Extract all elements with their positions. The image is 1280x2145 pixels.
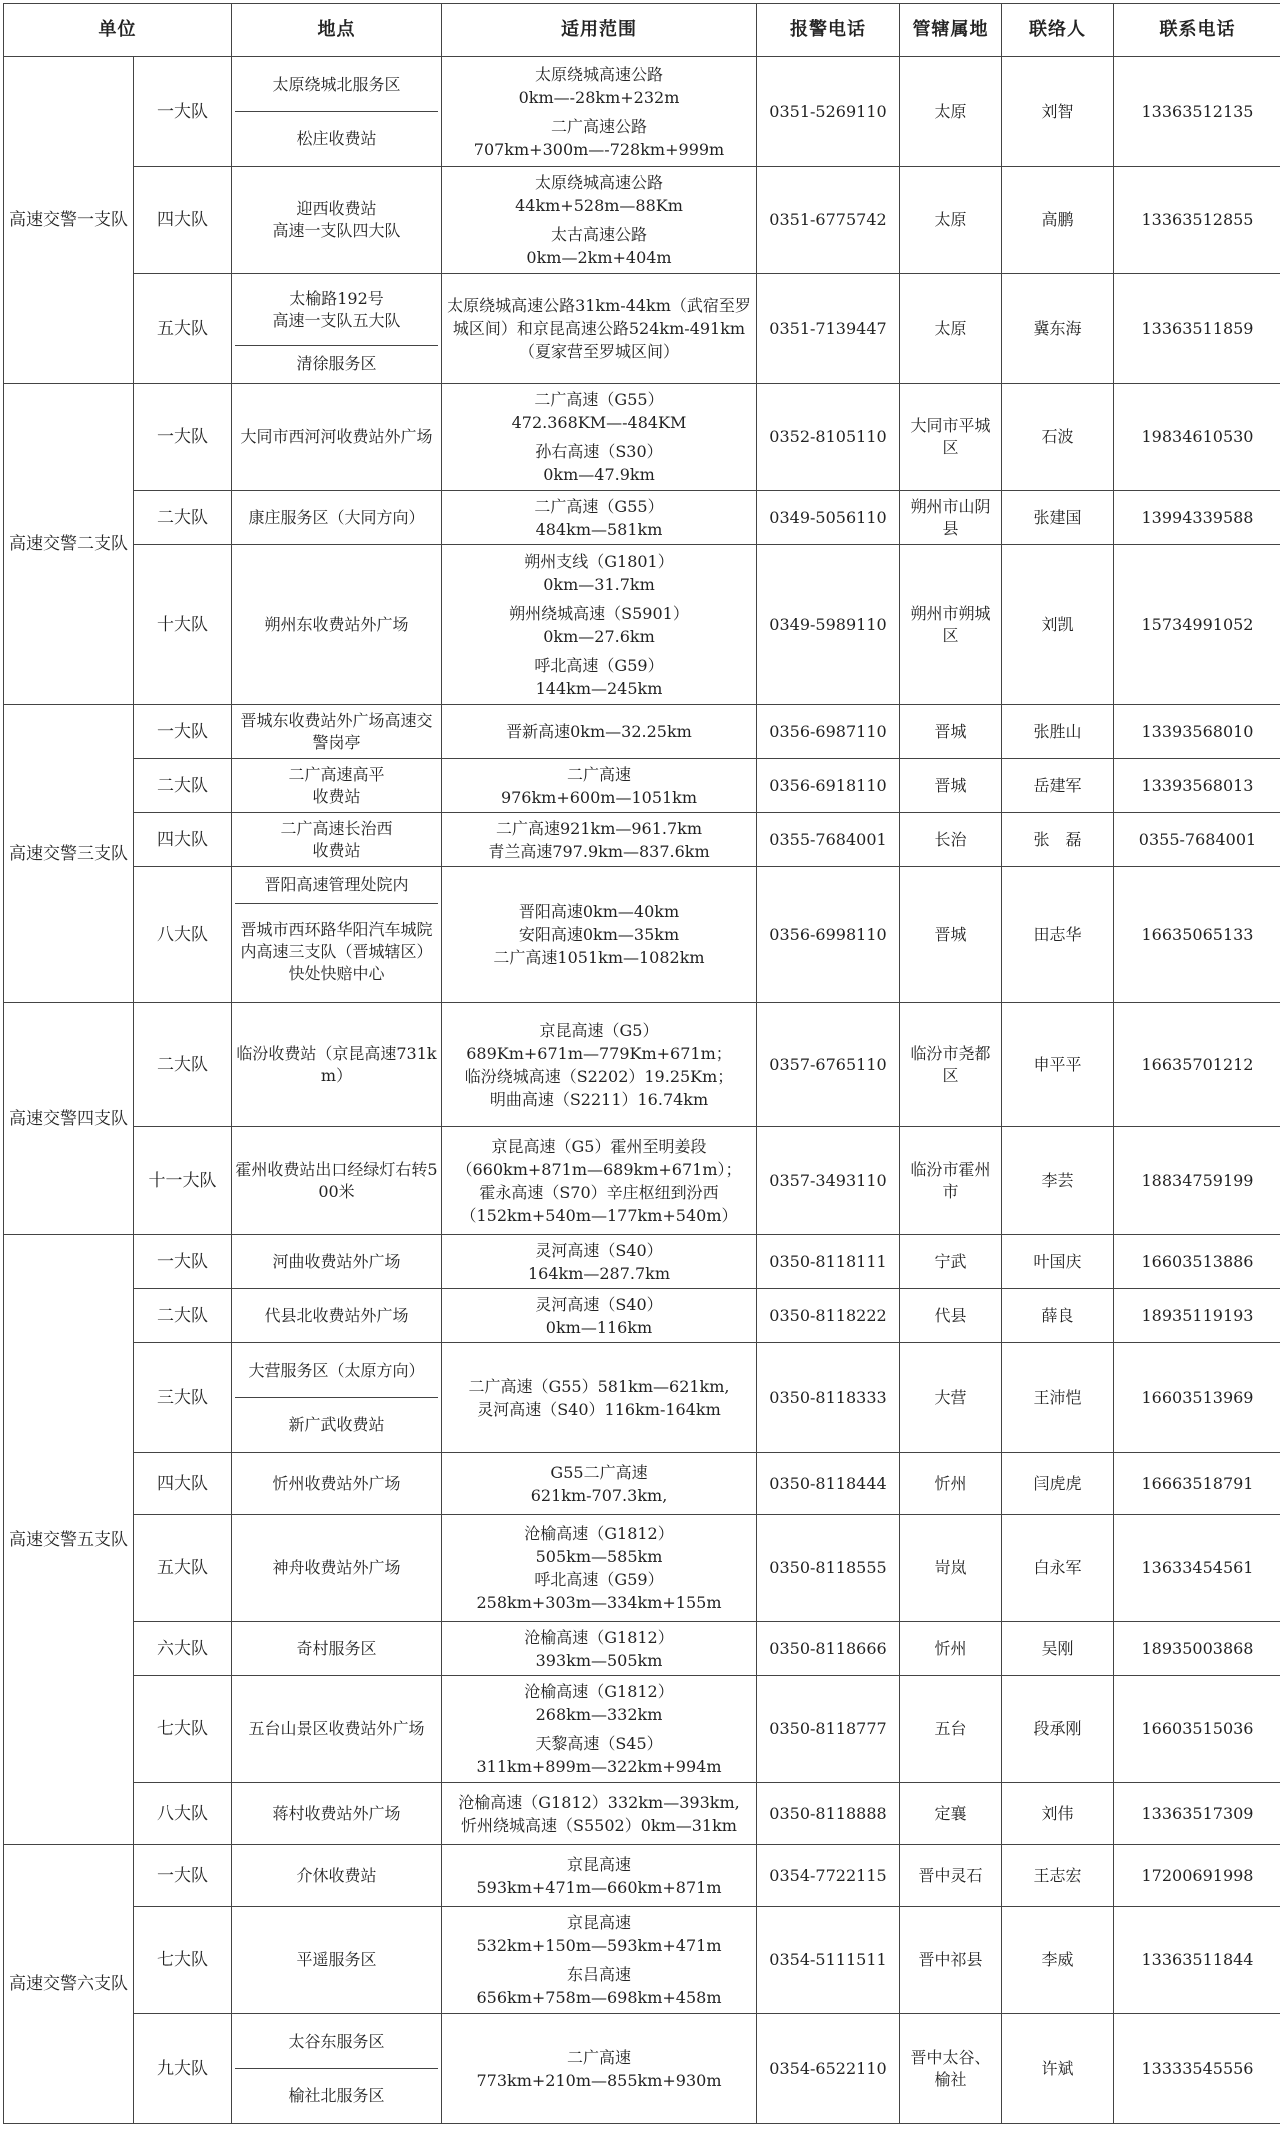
contact-cell: 田志华 [1002, 867, 1114, 1003]
team-cell: 五大队 [134, 274, 232, 384]
range-line: 朔州绕城高速（S5901） [509, 603, 689, 623]
range-line: 0km—27.6km [543, 626, 655, 646]
phone-cell: 13363511844 [1114, 1907, 1280, 2014]
range-cell [442, 1907, 757, 2014]
range-cell [442, 57, 757, 167]
range-line: 二广高速公路 [550, 116, 647, 136]
location-cell [232, 2014, 442, 2124]
range-line: 505km—585km [535, 1547, 663, 1566]
jurisdiction-cell: 长治 [900, 813, 1002, 867]
phone-cell: 17200691998 [1114, 1845, 1280, 1907]
phone-cell: 13633454561 [1114, 1515, 1280, 1622]
range-line: 太原绕城高速公路 [534, 64, 663, 84]
team-cell: 二大队 [134, 491, 232, 545]
phone-cell: 13363512135 [1114, 57, 1280, 167]
range-line: 京昆高速 [566, 1913, 631, 1932]
jurisdiction-cell: 岢岚 [900, 1515, 1002, 1622]
range-line: 二广高速（G55）581km—621km, [468, 1376, 730, 1396]
contact-cell: 闫虎虎 [1002, 1453, 1114, 1515]
table-row [4, 1289, 1280, 1343]
phone-cell: 13363511859 [1114, 274, 1280, 384]
alarm-tel-cell: 0351-5269110 [757, 57, 900, 167]
phone-cell: 13333545556 [1114, 2014, 1280, 2124]
range-line: 268km—332km [535, 1705, 663, 1724]
alarm-tel-cell: 0351-6775742 [757, 167, 900, 274]
contact-cell: 张 磊 [1002, 813, 1114, 867]
alarm-tel-cell: 0350-8118111 [757, 1235, 900, 1289]
jurisdiction-cell: 朔州市山阴县 [900, 491, 1002, 545]
location-subtable [235, 1344, 438, 1451]
jurisdiction-cell: 晋城 [900, 759, 1002, 813]
table-row [4, 813, 1280, 867]
range-line: 晋新高速0km—32.25km [506, 722, 692, 741]
jurisdiction-cell: 朔州市朔城区 [900, 545, 1002, 705]
team-cell: 十一大队 [134, 1127, 232, 1235]
header-contact: 联络人 [1002, 4, 1114, 57]
team-cell: 八大队 [134, 867, 232, 1003]
jurisdiction-cell: 五台 [900, 1676, 1002, 1783]
contact-cell: 石波 [1002, 384, 1114, 491]
header-phone: 联系电话 [1114, 4, 1280, 57]
location-cell: 五台山景区收费站外广场 [232, 1676, 442, 1783]
team-cell: 二大队 [134, 1289, 232, 1343]
police-contact-table [3, 3, 1280, 2124]
location-cell [232, 57, 442, 167]
range-line: G55二广高速 [550, 1462, 648, 1482]
team-cell: 一大队 [134, 384, 232, 491]
range-line: 京昆高速（G5）霍州至明姜段 [491, 1136, 707, 1156]
team-cell: 四大队 [134, 813, 232, 867]
unit-name-cell: 高速交警五支队 [4, 1235, 134, 1845]
alarm-tel-cell: 0357-6765110 [757, 1003, 900, 1127]
team-cell: 一大队 [134, 1235, 232, 1289]
header-alarm-tel: 报警电话 [757, 4, 900, 57]
phone-cell: 16663518791 [1114, 1453, 1280, 1515]
jurisdiction-cell: 临汾市尧都区 [900, 1003, 1002, 1127]
location-cell: 二广高速高平 收费站 [232, 759, 442, 813]
range-line: 0km—2km+404m [526, 248, 672, 267]
alarm-tel-cell: 0350-8118555 [757, 1515, 900, 1622]
table-row [4, 491, 1280, 545]
alarm-tel-cell: 0354-6522110 [757, 2014, 900, 2124]
alarm-tel-cell: 0350-8118444 [757, 1453, 900, 1515]
range-cell [442, 1235, 757, 1289]
unit-name-cell: 高速交警二支队 [4, 384, 134, 705]
phone-cell: 16603513886 [1114, 1235, 1280, 1289]
location-subtable [235, 275, 438, 382]
table-row [4, 1515, 1280, 1622]
unit-name-cell: 高速交警六支队 [4, 1845, 134, 2124]
contact-cell: 刘凯 [1002, 545, 1114, 705]
range-line: 呼北高速（G59） [534, 1570, 664, 1589]
contact-cell: 高鹏 [1002, 167, 1114, 274]
team-cell: 一大队 [134, 705, 232, 759]
contact-cell: 白永军 [1002, 1515, 1114, 1622]
location-text: 清徐服务区 [235, 345, 438, 382]
location-cell: 朔州东收费站外广场 [232, 545, 442, 705]
range-cell [442, 1289, 757, 1343]
team-cell: 九大队 [134, 2014, 232, 2124]
table-row [4, 705, 1280, 759]
team-cell: 六大队 [134, 1622, 232, 1676]
location-cell: 代县北收费站外广场 [232, 1289, 442, 1343]
range-cell [442, 1453, 757, 1515]
location-text: 太原绕城北服务区 [272, 74, 401, 94]
range-line: 天黎高速（S45） [535, 1734, 663, 1753]
contact-cell: 李威 [1002, 1907, 1114, 2014]
range-line: 沧榆高速（G1812）332km—393km, [458, 1792, 740, 1812]
range-line: 311km+899m—322km+994m [476, 1757, 722, 1776]
range-line: 773km+210m—855km+930m [476, 2070, 722, 2090]
range-line: 太古高速公路 [550, 225, 647, 244]
location-cell: 晋城东收费站外广场高速交警岗亭 [232, 705, 442, 759]
range-cell [442, 1127, 757, 1235]
phone-cell: 13393568013 [1114, 759, 1280, 813]
phone-cell: 18935003868 [1114, 1622, 1280, 1676]
range-line: 沧榆高速（G1812） [524, 1627, 674, 1647]
phone-cell: 15734991052 [1114, 545, 1280, 705]
range-line: 二广高速（G55） [534, 496, 664, 516]
location-cell: 霍州收费站出口经绿灯右转500米 [232, 1127, 442, 1235]
range-line: 安阳高速0km—35km [518, 925, 680, 944]
range-line: 灵河高速（S40）116km-164km [477, 1399, 721, 1419]
range-line: （152km+540m—177km+540m） [460, 1205, 738, 1225]
alarm-tel-cell: 0349-5989110 [757, 545, 900, 705]
range-line: 忻州绕城高速（S5502）0km—31km [461, 1815, 737, 1835]
location-cell [232, 867, 442, 1003]
table-row [4, 1845, 1280, 1907]
alarm-tel-cell: 0354-7722115 [757, 1845, 900, 1907]
range-line: 东吕高速 [566, 1965, 631, 1984]
team-cell: 二大队 [134, 759, 232, 813]
team-cell: 一大队 [134, 1845, 232, 1907]
range-line: 晋阳高速0km—40km [518, 902, 680, 921]
location-subtable [235, 868, 438, 1001]
range-line: 沧榆高速（G1812） [524, 1524, 674, 1543]
phone-cell: 0355-7684001 [1114, 813, 1280, 867]
range-cell [442, 705, 757, 759]
contact-cell: 吴刚 [1002, 1622, 1114, 1676]
range-line: 二广高速 [566, 764, 631, 784]
range-cell [442, 491, 757, 545]
range-line: 灵河高速（S40） [535, 1240, 663, 1260]
table-row [4, 759, 1280, 813]
location-text: 新广武收费站 [235, 1398, 438, 1452]
location-text: 松庄收费站 [235, 112, 438, 166]
location-cell: 迎西收费站 高速一支队四大队 [232, 167, 442, 274]
range-cell [442, 1003, 757, 1127]
range-cell [442, 1845, 757, 1907]
table-row [4, 1003, 1280, 1127]
header-range: 适用范围 [442, 4, 757, 57]
jurisdiction-cell: 晋城 [900, 867, 1002, 1003]
range-line: 258km+303m—334km+155m [476, 1593, 722, 1612]
range-line: 孙右高速（S30） [535, 442, 663, 461]
table-row [4, 1676, 1280, 1783]
alarm-tel-cell: 0350-8118333 [757, 1343, 900, 1453]
contact-cell: 王沛恺 [1002, 1343, 1114, 1453]
range-line: 京昆高速 [566, 1854, 631, 1874]
team-cell: 八大队 [134, 1783, 232, 1845]
range-cell [442, 813, 757, 867]
table-row [4, 1783, 1280, 1845]
range-cell [442, 1783, 757, 1845]
location-cell: 康庄服务区（大同方向） [232, 491, 442, 545]
location-subtable [235, 2015, 438, 2122]
location-cell [232, 1343, 442, 1453]
range-cell [442, 384, 757, 491]
contact-cell: 叶国庆 [1002, 1235, 1114, 1289]
phone-cell: 19834610530 [1114, 384, 1280, 491]
location-text: 晋城市西环路华阳汽车城院内高速三支队（晋城辖区）快处快赔中心 [235, 903, 438, 1001]
table-row [4, 274, 1280, 384]
range-line: 164km—287.7km [527, 1263, 671, 1283]
jurisdiction-cell: 晋中灵石 [900, 1845, 1002, 1907]
team-cell: 三大队 [134, 1343, 232, 1453]
jurisdiction-cell: 大同市平城区 [900, 384, 1002, 491]
range-line: 二广高速921km—961.7km [495, 818, 703, 838]
phone-cell: 16603513969 [1114, 1343, 1280, 1453]
table-row [4, 1622, 1280, 1676]
contact-cell: 刘智 [1002, 57, 1114, 167]
location-text: 晋阳高速管理处院内 [264, 875, 409, 895]
table-row [4, 1343, 1280, 1453]
header-unit: 单位 [4, 4, 232, 57]
range-cell [442, 167, 757, 274]
alarm-tel-cell: 0356-6987110 [757, 705, 900, 759]
range-line: （660km+871m—689km+671m）； [456, 1159, 742, 1179]
phone-cell: 16635065133 [1114, 867, 1280, 1003]
range-line: 朔州支线（G1801） [524, 551, 674, 571]
team-cell: 四大队 [134, 167, 232, 274]
range-cell [442, 545, 757, 705]
range-line: 二广高速 [566, 2047, 631, 2067]
range-line: 0km—-28km+232m [518, 87, 680, 107]
range-line: 霍永高速（S70）辛庄枢纽到汾西 [479, 1182, 719, 1202]
range-line: 沧榆高速（G1812） [524, 1682, 674, 1701]
unit-name-cell: 高速交警四支队 [4, 1003, 134, 1235]
alarm-tel-cell: 0351-7139447 [757, 274, 900, 384]
table-row [4, 384, 1280, 491]
contact-cell: 张胜山 [1002, 705, 1114, 759]
jurisdiction-cell: 临汾市霍州市 [900, 1127, 1002, 1235]
range-line: 484km—581km [535, 519, 663, 539]
jurisdiction-cell: 晋城 [900, 705, 1002, 759]
table-row [4, 1127, 1280, 1235]
alarm-tel-cell: 0357-3493110 [757, 1127, 900, 1235]
table-row [4, 867, 1280, 1003]
location-cell: 河曲收费站外广场 [232, 1235, 442, 1289]
team-cell: 七大队 [134, 1907, 232, 2014]
team-cell: 七大队 [134, 1676, 232, 1783]
contact-cell: 岳建军 [1002, 759, 1114, 813]
range-cell [442, 1622, 757, 1676]
range-line: 二广高速（G55） [534, 390, 664, 409]
team-cell: 五大队 [134, 1515, 232, 1622]
header-jurisdiction: 管辖属地 [900, 4, 1002, 57]
location-cell: 临汾收费站（京昆高速731km） [232, 1003, 442, 1127]
jurisdiction-cell: 忻州 [900, 1453, 1002, 1515]
range-cell [442, 759, 757, 813]
range-cell [442, 1515, 757, 1622]
range-line: 0km—31.7km [543, 574, 655, 594]
table-row [4, 1453, 1280, 1515]
range-line: 593km+471m—660km+871m [476, 1877, 722, 1897]
location-cell: 介休收费站 [232, 1845, 442, 1907]
team-cell: 四大队 [134, 1453, 232, 1515]
jurisdiction-cell: 忻州 [900, 1622, 1002, 1676]
location-text: 大营服务区（太原方向） [248, 1360, 425, 1380]
location-subtable [235, 58, 438, 165]
range-line: 393km—505km [535, 1650, 663, 1670]
range-line: 0km—116km [545, 1317, 653, 1337]
alarm-tel-cell: 0354-5111511 [757, 1907, 900, 2014]
contact-cell: 李芸 [1002, 1127, 1114, 1235]
phone-cell: 13393568010 [1114, 705, 1280, 759]
team-cell: 一大队 [134, 57, 232, 167]
range-cell [442, 2014, 757, 2124]
alarm-tel-cell: 0350-8118777 [757, 1676, 900, 1783]
team-cell: 二大队 [134, 1003, 232, 1127]
phone-cell: 13363517309 [1114, 1783, 1280, 1845]
jurisdiction-cell: 代县 [900, 1289, 1002, 1343]
location-cell: 忻州收费站外广场 [232, 1453, 442, 1515]
range-line: 太原绕城高速公路31km-44km（武宿至罗城区间）和京昆高速公路524km-491km（夏家营至罗城区间） [447, 296, 751, 361]
range-line: 0km—47.9km [543, 465, 655, 484]
range-cell [442, 274, 757, 384]
alarm-tel-cell: 0352-8105110 [757, 384, 900, 491]
phone-cell: 13994339588 [1114, 491, 1280, 545]
jurisdiction-cell: 太原 [900, 57, 1002, 167]
header-row [4, 4, 1280, 57]
range-line: 621km-707.3km, [530, 1485, 668, 1505]
range-line: 灵河高速（S40） [535, 1294, 663, 1314]
location-cell: 二广高速长治西 收费站 [232, 813, 442, 867]
alarm-tel-cell: 0350-8118666 [757, 1622, 900, 1676]
range-cell [442, 867, 757, 1003]
jurisdiction-cell: 太原 [900, 167, 1002, 274]
range-line: 太原绕城高速公路 [534, 173, 663, 192]
alarm-tel-cell: 0350-8118888 [757, 1783, 900, 1845]
range-cell [442, 1343, 757, 1453]
jurisdiction-cell: 定襄 [900, 1783, 1002, 1845]
alarm-tel-cell: 0349-5056110 [757, 491, 900, 545]
alarm-tel-cell: 0356-6918110 [757, 759, 900, 813]
team-cell: 十大队 [134, 545, 232, 705]
contact-cell: 申平平 [1002, 1003, 1114, 1127]
phone-cell: 16635701212 [1114, 1003, 1280, 1127]
contact-cell: 段承刚 [1002, 1676, 1114, 1783]
location-cell [232, 274, 442, 384]
location-cell: 蒋村收费站外广场 [232, 1783, 442, 1845]
contact-cell: 薛良 [1002, 1289, 1114, 1343]
location-cell: 奇村服务区 [232, 1622, 442, 1676]
location-cell: 大同市西河河收费站外广场 [232, 384, 442, 491]
range-line: 青兰高速797.9km—837.6km [488, 841, 710, 861]
jurisdiction-cell: 大营 [900, 1343, 1002, 1453]
phone-cell: 18834759199 [1114, 1127, 1280, 1235]
alarm-tel-cell: 0356-6998110 [757, 867, 900, 1003]
table-row [4, 1907, 1280, 2014]
location-text: 太榆路192号 高速一支队五大队 [272, 288, 401, 330]
location-cell: 神舟收费站外广场 [232, 1515, 442, 1622]
unit-name-cell: 高速交警一支队 [4, 57, 134, 384]
contact-cell: 许斌 [1002, 2014, 1114, 2124]
table-row [4, 2014, 1280, 2124]
range-line: 二广高速1051km—1082km [493, 948, 705, 967]
alarm-tel-cell: 0355-7684001 [757, 813, 900, 867]
table-row [4, 1235, 1280, 1289]
alarm-tel-cell: 0350-8118222 [757, 1289, 900, 1343]
range-line: 707km+300m—-728km+999m [473, 139, 725, 159]
contact-cell: 张建国 [1002, 491, 1114, 545]
range-line: 44km+528m—88Km [515, 196, 683, 215]
range-line: 明曲高速（S2211）16.74km [489, 1089, 709, 1109]
phone-cell: 13363512855 [1114, 167, 1280, 274]
table-row [4, 57, 1280, 167]
table-row [4, 545, 1280, 705]
contact-cell: 刘伟 [1002, 1783, 1114, 1845]
contact-cell: 王志宏 [1002, 1845, 1114, 1907]
range-line: 144km—245km [535, 678, 663, 698]
jurisdiction-cell: 晋中太谷、榆社 [900, 2014, 1002, 2124]
header-location: 地点 [232, 4, 442, 57]
jurisdiction-cell: 晋中祁县 [900, 1907, 1002, 2014]
unit-name-cell: 高速交警三支队 [4, 705, 134, 1003]
range-line: 呼北高速（G59） [534, 655, 664, 675]
range-line: 532km+150m—593km+471m [476, 1936, 722, 1955]
range-line: 京昆高速（G5） [539, 1020, 659, 1040]
phone-cell: 18935119193 [1114, 1289, 1280, 1343]
location-text: 太谷东服务区 [288, 2031, 385, 2051]
range-line: 临汾绕城高速（S2202）19.25Km； [464, 1066, 734, 1086]
location-text: 榆社北服务区 [235, 2069, 438, 2123]
range-cell [442, 1676, 757, 1783]
range-line: 976km+600m—1051km [500, 787, 698, 807]
phone-cell: 16603515036 [1114, 1676, 1280, 1783]
range-line: 656km+758m—698km+458m [476, 1988, 722, 2007]
range-line: 689Km+671m—779Km+671m； [466, 1043, 732, 1063]
range-line: 472.368KM—-484KM [511, 413, 687, 432]
contact-cell: 冀东海 [1002, 274, 1114, 384]
jurisdiction-cell: 宁武 [900, 1235, 1002, 1289]
location-cell: 平遥服务区 [232, 1907, 442, 2014]
table-row [4, 167, 1280, 274]
jurisdiction-cell: 太原 [900, 274, 1002, 384]
